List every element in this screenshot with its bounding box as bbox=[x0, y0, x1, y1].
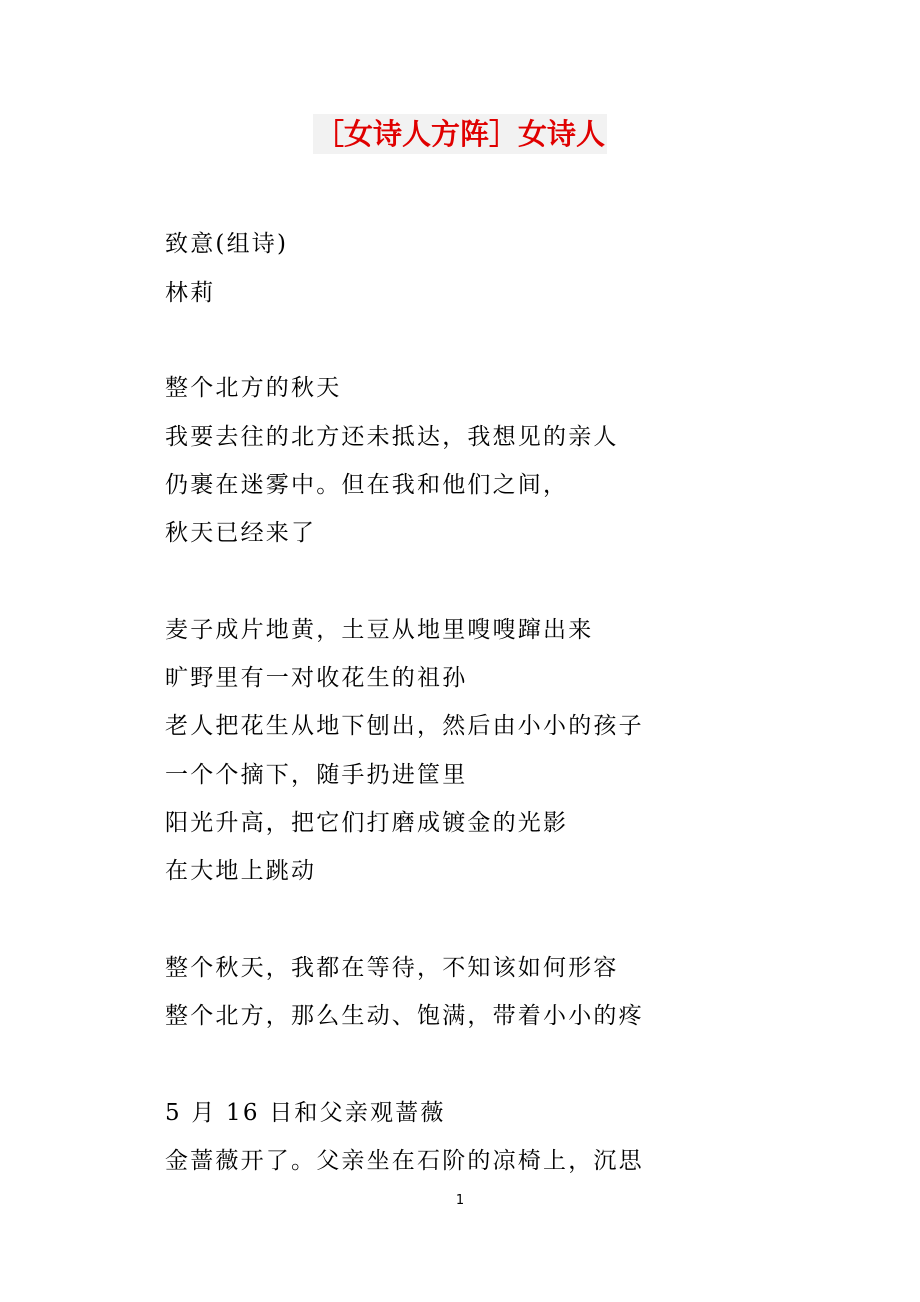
poem-line: 我要去往的北方还未抵达，我想见的亲人 bbox=[165, 424, 619, 450]
poem-group-heading: 致意(组诗) bbox=[165, 231, 289, 257]
poem-line: 旷野里有一对收花生的祖孙 bbox=[165, 665, 468, 691]
poem-line: 在大地上跳动 bbox=[165, 858, 317, 884]
poem-subtitle: 5 月 16 日和父亲观蔷薇 bbox=[165, 1100, 446, 1126]
title-container bbox=[0, 114, 920, 154]
poem-line: 仍裹在迷雾中。但在我和他们之间， bbox=[165, 472, 569, 498]
poem-line: 一个个摘下，随手扔进筐里 bbox=[165, 762, 468, 788]
poem-line: 金蔷薇开了。父亲坐在石阶的凉椅上，沉思 bbox=[165, 1148, 644, 1174]
poem-line: 整个北方，那么生动、饱满，带着小小的疼 bbox=[165, 1003, 644, 1029]
poem-line: 麦子成片地黄，土豆从地里嗖嗖蹿出来 bbox=[165, 617, 594, 643]
poem-line: 整个秋天，我都在等待，不知该如何形容 bbox=[165, 955, 619, 981]
document-title: ［女诗人方阵］女诗人 bbox=[313, 114, 607, 154]
poem-line: 阳光升高，把它们打磨成镀金的光影 bbox=[165, 810, 569, 836]
poem-line: 整个北方的秋天 bbox=[165, 375, 342, 401]
page-number: 1 bbox=[455, 1193, 465, 1208]
poem-line: 老人把花生从地下刨出，然后由小小的孩子 bbox=[165, 713, 644, 739]
poem-line: 秋天已经来了 bbox=[165, 520, 317, 546]
author-name: 林莉 bbox=[165, 280, 216, 306]
